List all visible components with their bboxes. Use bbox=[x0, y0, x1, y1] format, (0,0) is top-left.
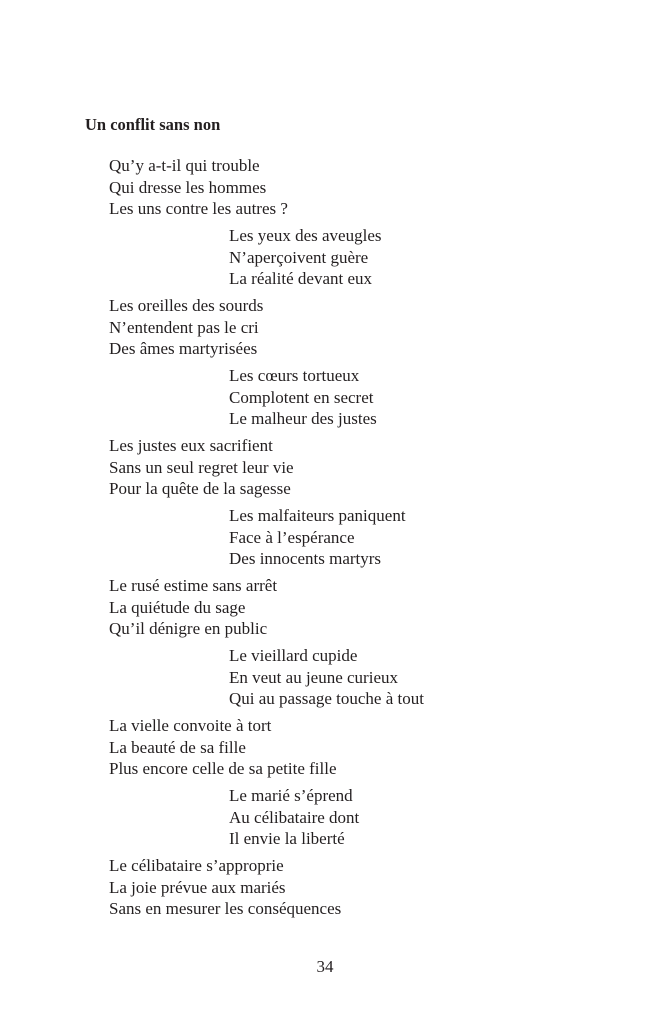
poem-line: Des âmes martyrisées bbox=[109, 339, 258, 358]
poem-body bbox=[0, 155, 650, 920]
poem-line: Le célibataire s’approprie bbox=[109, 856, 284, 875]
stanza-indented bbox=[0, 645, 650, 710]
stanza bbox=[0, 435, 650, 500]
stanza-indented bbox=[0, 365, 650, 430]
stanza bbox=[0, 855, 650, 920]
poem-line: Le malheur des justes bbox=[229, 409, 377, 428]
poem-title: Un conflit sans non bbox=[85, 115, 221, 134]
poem-line: Il envie la liberté bbox=[229, 829, 345, 848]
poem-line: Face à l’espérance bbox=[229, 527, 355, 547]
stanza bbox=[0, 715, 650, 780]
poem-line: Complotent en secret bbox=[229, 387, 374, 407]
poem-line: La vielle convoite à tort bbox=[109, 716, 272, 735]
poem-line: Les yeux des aveugles bbox=[229, 226, 382, 245]
poem-line: Qui dresse les hommes bbox=[109, 177, 267, 197]
poem-line: Qui au passage touche à tout bbox=[229, 689, 424, 708]
poem-line: N’aperçoivent guère bbox=[229, 247, 369, 267]
poem-line: Qu’y a-t-il qui trouble bbox=[109, 156, 260, 175]
page-number: 34 bbox=[316, 957, 334, 976]
poem-line: La beauté de sa fille bbox=[109, 737, 246, 757]
poem-line: Des innocents martyrs bbox=[229, 549, 382, 568]
poem-line: Le marié s’éprend bbox=[229, 786, 353, 805]
stanza bbox=[0, 155, 650, 220]
poem-line: La réalité devant eux bbox=[229, 269, 373, 288]
poem-line: La quiétude du sage bbox=[109, 597, 246, 617]
poem-line: La joie prévue aux mariés bbox=[109, 877, 286, 897]
stanza-indented bbox=[0, 785, 650, 850]
poem-line: Le vieillard cupide bbox=[229, 646, 358, 665]
poem-line: Le rusé estime sans arrêt bbox=[109, 576, 278, 595]
stanza bbox=[0, 575, 650, 640]
stanza bbox=[0, 295, 650, 360]
poem-line: N’entendent pas le cri bbox=[109, 317, 259, 337]
poem-line: Qu’il dénigre en public bbox=[109, 619, 268, 638]
poem-line: Pour la quête de la sagesse bbox=[109, 479, 291, 498]
poem-line: Les cœurs tortueux bbox=[229, 366, 360, 385]
poem-line: Sans en mesurer les conséquences bbox=[109, 899, 342, 918]
stanza-indented bbox=[0, 505, 650, 570]
poem-line: Les uns contre les autres ? bbox=[109, 199, 288, 218]
poem-line: Plus encore celle de sa petite fille bbox=[109, 759, 337, 778]
poem-line: Sans un seul regret leur vie bbox=[109, 457, 294, 477]
poem-line: En veut au jeune curieux bbox=[229, 667, 398, 687]
stanza-indented bbox=[0, 225, 650, 290]
poem-line: Au célibataire dont bbox=[229, 807, 360, 827]
poem-line: Les justes eux sacrifient bbox=[109, 436, 273, 455]
poem-line: Les oreilles des sourds bbox=[109, 296, 264, 315]
poem-line: Les malfaiteurs paniquent bbox=[229, 506, 406, 525]
